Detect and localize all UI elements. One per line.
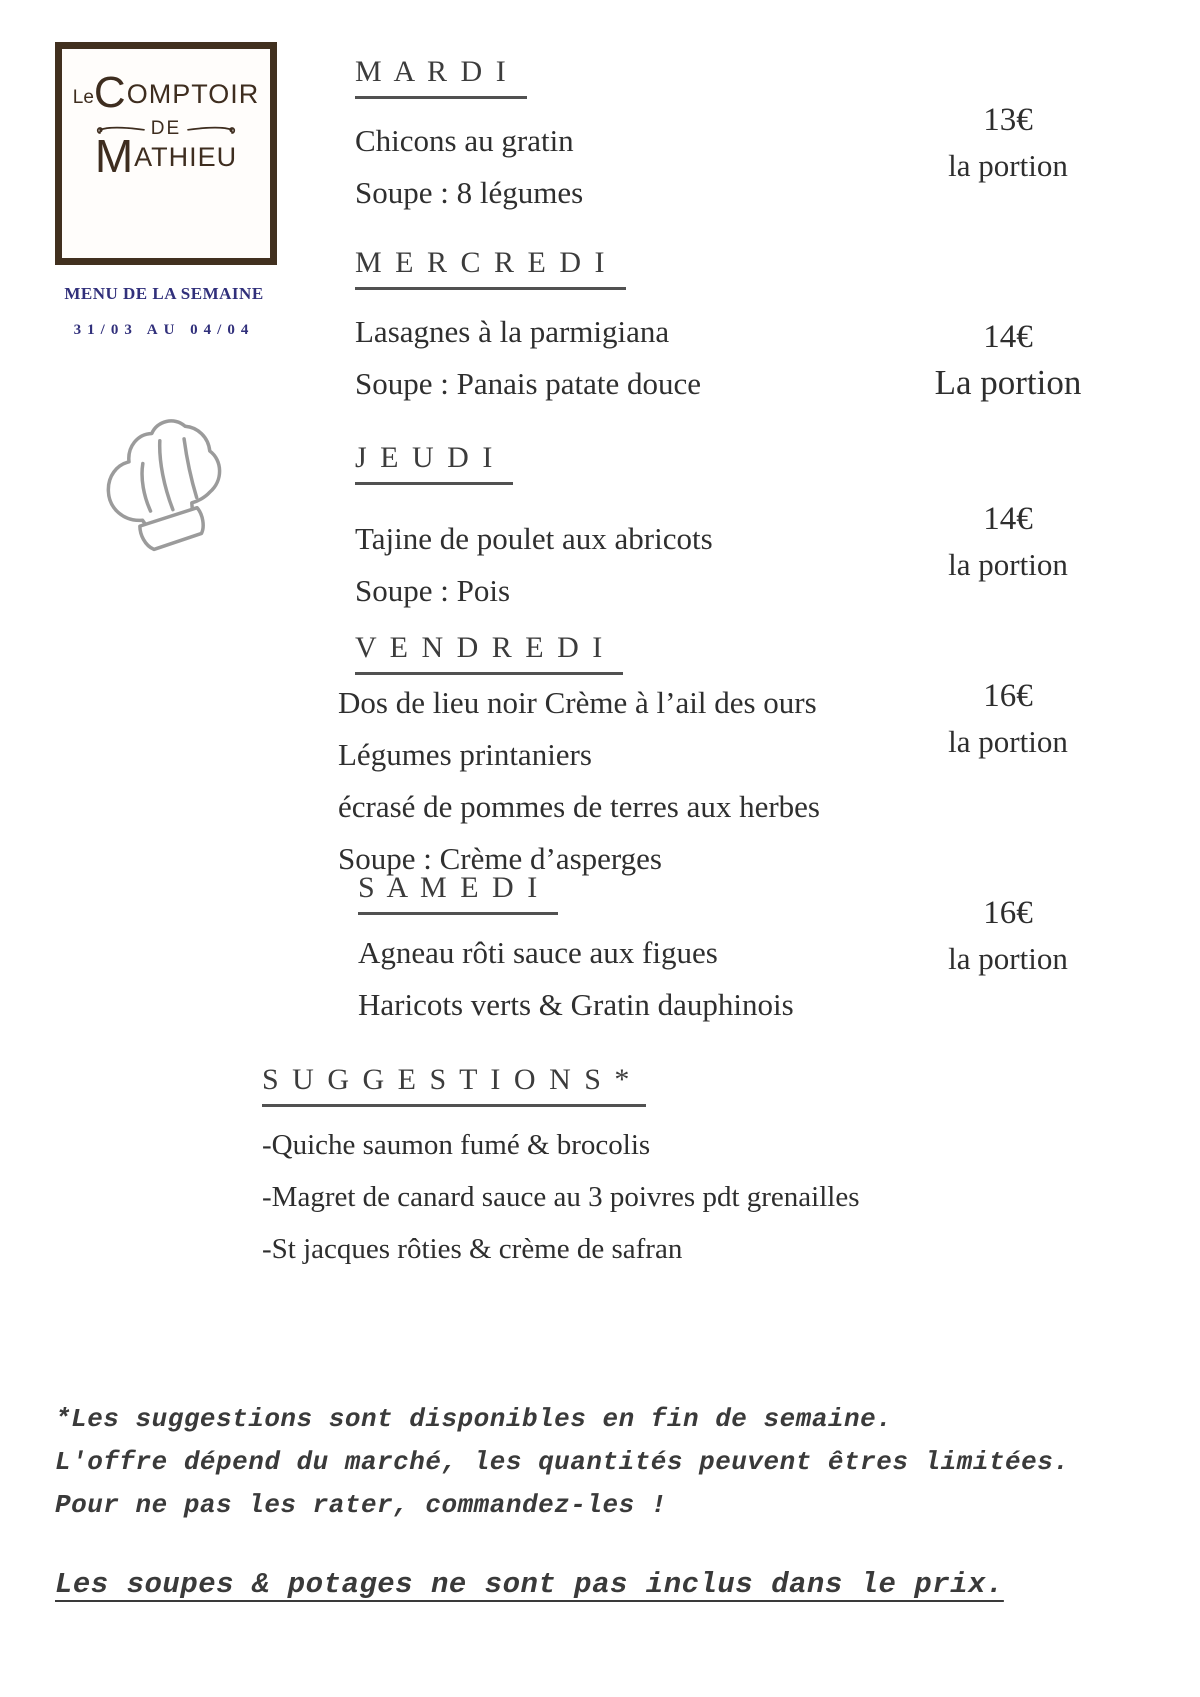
price-unit: la portion [948,148,1068,183]
price-unit: la portion [948,547,1068,582]
logo-line-2 [62,118,270,140]
menu-week-dates: 31/03 AU 04/04 [73,322,255,338]
flourish-right-icon [187,121,237,137]
price-unit: la portion [948,941,1068,976]
price-amount: 16€ [983,678,1033,714]
soup-price-notice: Les soupes & potages ne sont pas inclus dans le prix. [55,1568,1004,1601]
day-section-samedi [358,871,794,1031]
day-section-mercredi [355,246,701,410]
menu-item: Chicons au gratin [355,123,574,158]
day-heading: V E N D R E D I [355,631,623,675]
logo-de: DE [150,118,182,139]
menu-item: Soupe : Crème d’asperges [338,841,662,876]
menu-item: Haricots verts & Gratin dauphinois [358,987,794,1022]
suggestion-item: -St jacques rôties & crème de safran [262,1233,683,1265]
suggestion-item: -Magret de canard sauce au 3 poivres pdt grenailles [262,1181,860,1213]
menu-item: écrasé de pommes de terres aux herbes [338,789,820,824]
price-amount: 13€ [983,102,1033,138]
menu-item: Lasagnes à la parmigiana [355,314,670,349]
price-unit: la portion [948,724,1068,759]
logo-initial-c: C [93,68,127,117]
price-block-jeudi [908,495,1108,587]
menu-week-title: MENU DE LA SEMAINE [64,284,264,303]
chef-hat-icon [96,408,242,575]
suggestions-section [262,1063,859,1275]
price-block-mardi [908,96,1108,188]
menu-item: Légumes printaniers [338,737,592,772]
logo-prefix: Le [72,87,94,108]
price-unit: La portion [934,363,1082,402]
day-section-vendredi [338,631,820,885]
footnote-line: L'offre dépend du marché, les quantités peuvent êtres limitées. [55,1447,1070,1477]
price-block-mercredi [908,313,1108,405]
logo-line-1 [62,68,270,117]
logo-rest-3: ATHIEU [134,142,238,172]
logo-initial-m: M [94,130,135,182]
restaurant-logo [55,42,277,265]
menu-item: Soupe : 8 légumes [355,175,584,210]
day-heading: S A M E D I [358,871,558,915]
price-amount: 14€ [983,501,1033,537]
menu-item: Agneau rôti sauce aux figues [358,935,718,970]
suggestions-heading: S U G G E S T I O N S * [262,1063,646,1107]
day-heading: M A R D I [355,55,527,99]
suggestions-footnote [55,1398,1069,1527]
price-block-samedi [908,889,1108,981]
footnote-line: *Les suggestions sont disponibles en fin de semaine. [55,1404,893,1434]
day-section-mardi [355,55,583,219]
price-amount: 14€ [983,319,1033,355]
suggestion-item: -Quiche saumon fumé & brocolis [262,1129,651,1161]
logo-line-3 [62,130,270,182]
day-heading: J E U D I [355,441,513,485]
menu-item: Soupe : Pois [355,573,511,608]
day-heading: M E R C R E D I [355,246,626,290]
menu-item: Soupe : Panais patate douce [355,366,702,401]
day-section-jeudi [355,441,713,617]
price-block-vendredi [908,672,1108,764]
logo-rest-1: OMPTOIR [126,79,260,109]
footnote-line: Pour ne pas les rater, commandez-les ! [55,1490,667,1520]
menu-item: Tajine de poulet aux abricots [355,521,713,556]
price-amount: 16€ [983,895,1033,931]
menu-item: Dos de lieu noir Crème à l’ail des ours [338,685,817,720]
